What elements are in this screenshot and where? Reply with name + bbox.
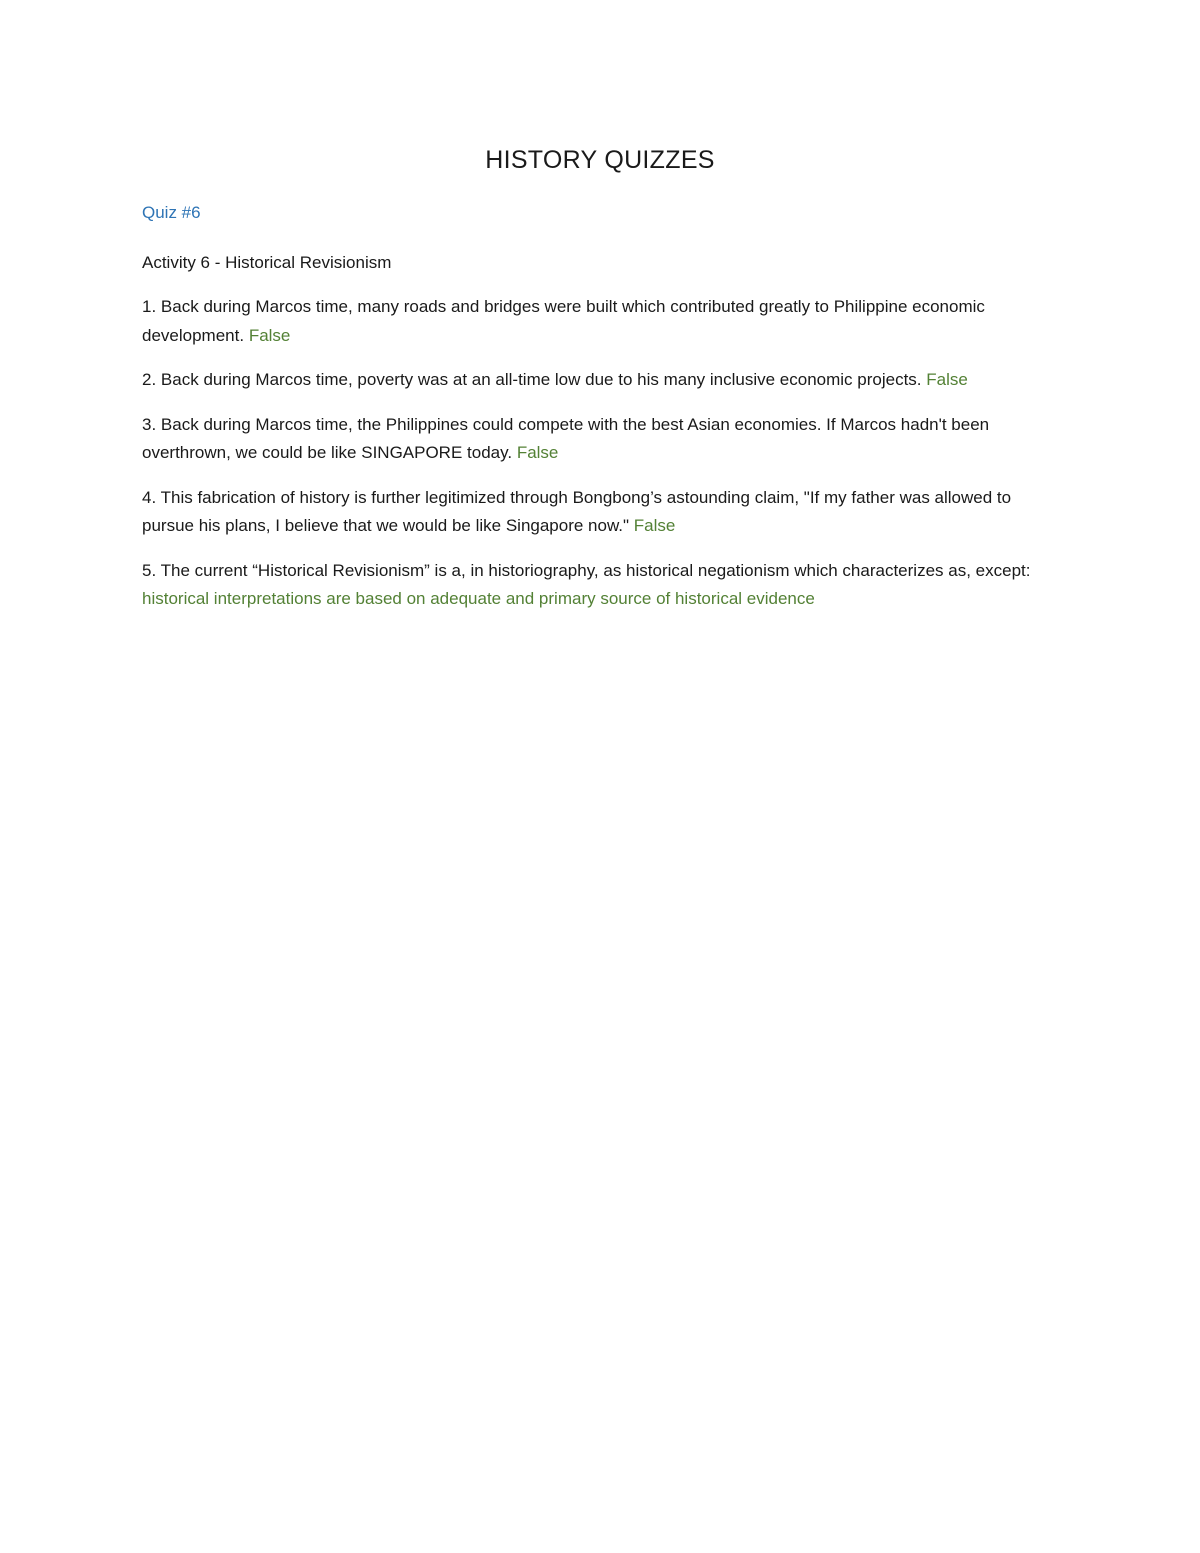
activity-title: Activity 6 - Historical Revisionism (142, 253, 392, 272)
document-title: HISTORY QUIZZES (485, 146, 715, 174)
question-3 (142, 411, 1062, 468)
question-text: This fabrication of history is further legitimized through Bongbong’s astounding claim, "If my father was allowed to pursue his plans, I believe that we would be like Singapore now." (142, 487, 1012, 535)
question-number: 1. (142, 297, 157, 316)
question-answer: False (926, 370, 968, 389)
question-text: Back during Marcos time, poverty was at an all-time low due to his many inclusive economic projects. (160, 370, 922, 389)
question-answer: False (516, 443, 559, 462)
question-5 (142, 557, 1062, 614)
document-body (142, 199, 1062, 630)
question-4 (142, 484, 1062, 541)
question-number: 5. (142, 560, 157, 580)
question-number: 2. (142, 370, 157, 389)
quiz-heading: Quiz #6 (142, 203, 201, 222)
question-number: 4. (142, 487, 157, 507)
question-answer: False (633, 516, 676, 535)
question-answer: historical interpretations are based on adequate and primary source of historical evidence (142, 589, 815, 608)
question-2 (142, 366, 1062, 395)
question-text: The current “Historical Revisionism” is a, in historiography, as historical negationism which characterizes as, except: (160, 560, 1031, 580)
question-text: Back during Marcos time, the Philippines could compete with the best Asian economies. If Marcos hadn't been overthrown, we could be like SINGAPORE today. (142, 414, 990, 462)
question-text: Back during Marcos time, many roads and bridges were built which contributed greatly to Philippine economic development. (142, 297, 985, 345)
question-answer: False (248, 325, 291, 345)
question-number: 3. (142, 414, 157, 434)
question-1 (142, 293, 1062, 350)
